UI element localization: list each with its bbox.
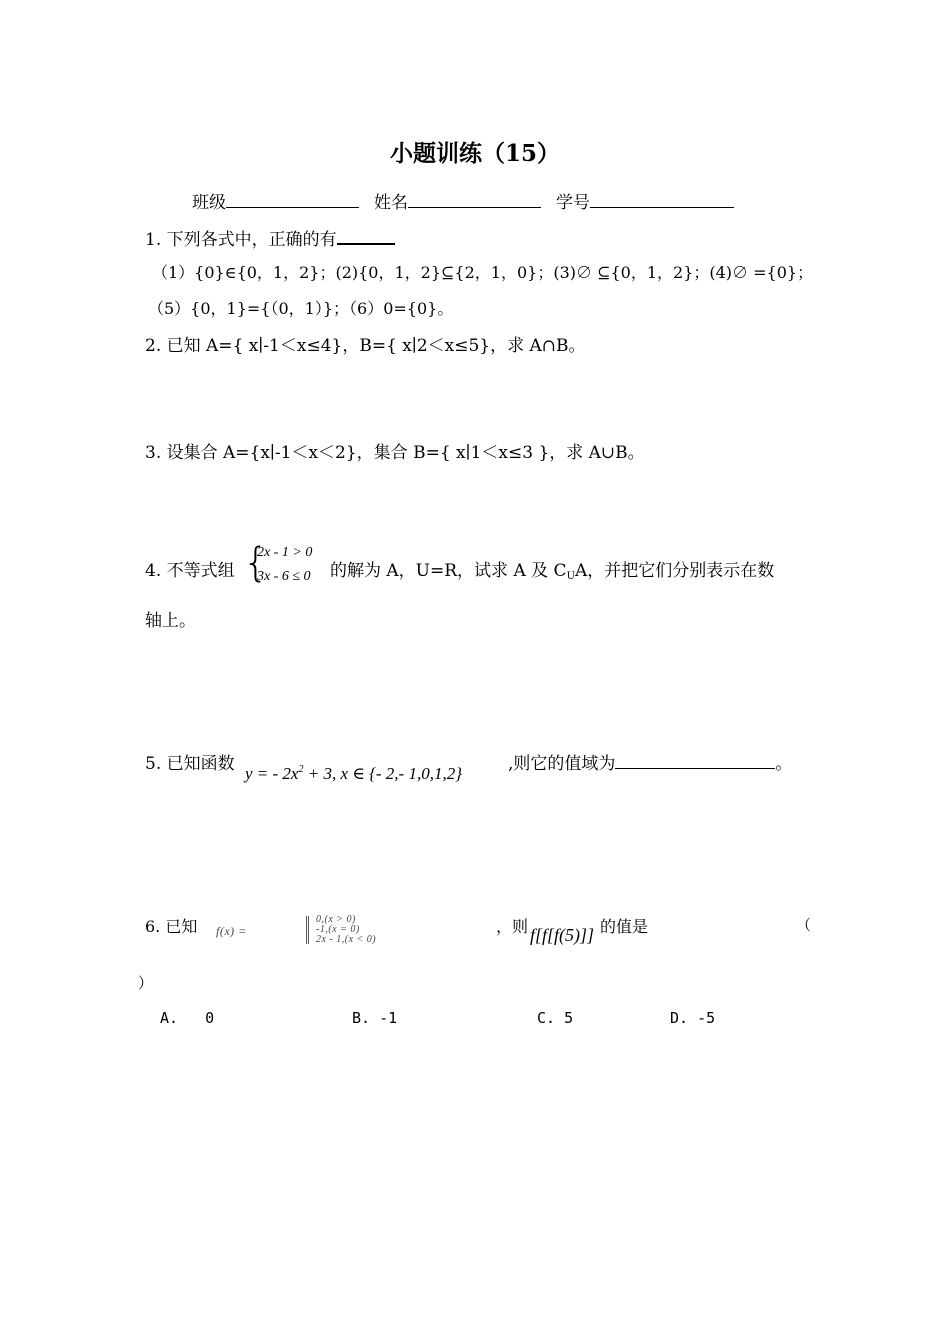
piecewise-case-1: 0,(x > 0) bbox=[316, 914, 356, 925]
nested-function-expression: f[f[f(5)]] bbox=[530, 925, 595, 945]
complement-subscript: U bbox=[566, 571, 575, 582]
answer-paren-open: （ bbox=[796, 916, 812, 934]
question-5-suffix-text: ,则它的值域为 bbox=[508, 754, 616, 774]
function-formula bbox=[245, 764, 462, 784]
piecewise-brace bbox=[306, 916, 315, 944]
formula-part-a: y = - 2x bbox=[245, 764, 299, 783]
formula-part-b: + 3, x ∈ {- 2,- 1,0,1,2} bbox=[303, 764, 463, 783]
option-b: B. -1 bbox=[352, 1009, 398, 1027]
answer-blank bbox=[337, 229, 395, 245]
question-6-mid: ，则 bbox=[496, 917, 529, 936]
question-1-line-2: （5）{0，1}={（0，1）}；（6）0={0}。 bbox=[148, 299, 454, 318]
inequality-1: 2x - 1 > 0 bbox=[257, 545, 313, 560]
question-4-suffix-b: A，并把它们分别表示在数 bbox=[575, 561, 775, 581]
question-1-text: 1. 下列各式中，正确的有 bbox=[145, 230, 337, 250]
piecewise-lhs: f(x) = bbox=[216, 924, 247, 938]
answer-paren-close: ） bbox=[138, 974, 154, 992]
class-label: 班级 bbox=[192, 193, 226, 213]
question-5-suffix bbox=[508, 749, 792, 774]
class-blank bbox=[226, 193, 359, 208]
inequality-2: 3x - 6 ≤ 0 bbox=[257, 569, 311, 584]
question-3: 3. 设集合 A={x∣-1＜x＜2}，集合 B={ x∣1＜x≤3 }，求 A∪B。 bbox=[145, 443, 645, 463]
question-1-line-1: （1）{0}∈{0，1，2}；(2){0，1，2}⊆{2，1，0}；(3)∅ ⊆{0，1，2}；(4)∅ ={0}； bbox=[152, 263, 814, 282]
option-c: C. 5 bbox=[537, 1009, 574, 1027]
question-1-stem bbox=[145, 225, 395, 250]
piecewise-case-3: 2x - 1,(x < 0) bbox=[316, 934, 377, 945]
name-field bbox=[374, 188, 541, 213]
page-title: 小题训练（15） bbox=[389, 140, 560, 167]
option-a: A. 0 bbox=[160, 1009, 215, 1027]
name-label: 姓名 bbox=[374, 193, 408, 213]
question-5-prefix: 5. 已知函数 bbox=[145, 754, 235, 774]
question-2: 2. 已知 A={ x∣-1＜x≤4}，B={ x∣2＜x≤5}，求 A∩B。 bbox=[145, 336, 586, 356]
question-4-line-2: 轴上。 bbox=[145, 611, 196, 631]
name-blank bbox=[408, 193, 541, 208]
number-label: 学号 bbox=[556, 193, 590, 213]
question-6-suffix: 的值是 bbox=[600, 917, 649, 936]
class-field bbox=[192, 188, 359, 213]
number-blank bbox=[590, 193, 734, 208]
number-field bbox=[556, 188, 734, 213]
piecewise-case-2: -1,(x = 0) bbox=[316, 924, 360, 935]
option-d: D. -5 bbox=[670, 1009, 716, 1027]
question-5-end: 。 bbox=[775, 754, 793, 774]
question-4-prefix: 4. 不等式组 bbox=[145, 561, 235, 581]
question-6-prefix: 6. 已知 bbox=[145, 917, 198, 936]
system-left-brace: { bbox=[243, 540, 269, 586]
question-4-suffix bbox=[330, 556, 774, 582]
question-4-suffix-a: 的解为 A，U=R，试求 A 及 C bbox=[330, 561, 567, 581]
range-blank bbox=[615, 754, 775, 769]
formula-exponent: 2 bbox=[298, 764, 304, 775]
